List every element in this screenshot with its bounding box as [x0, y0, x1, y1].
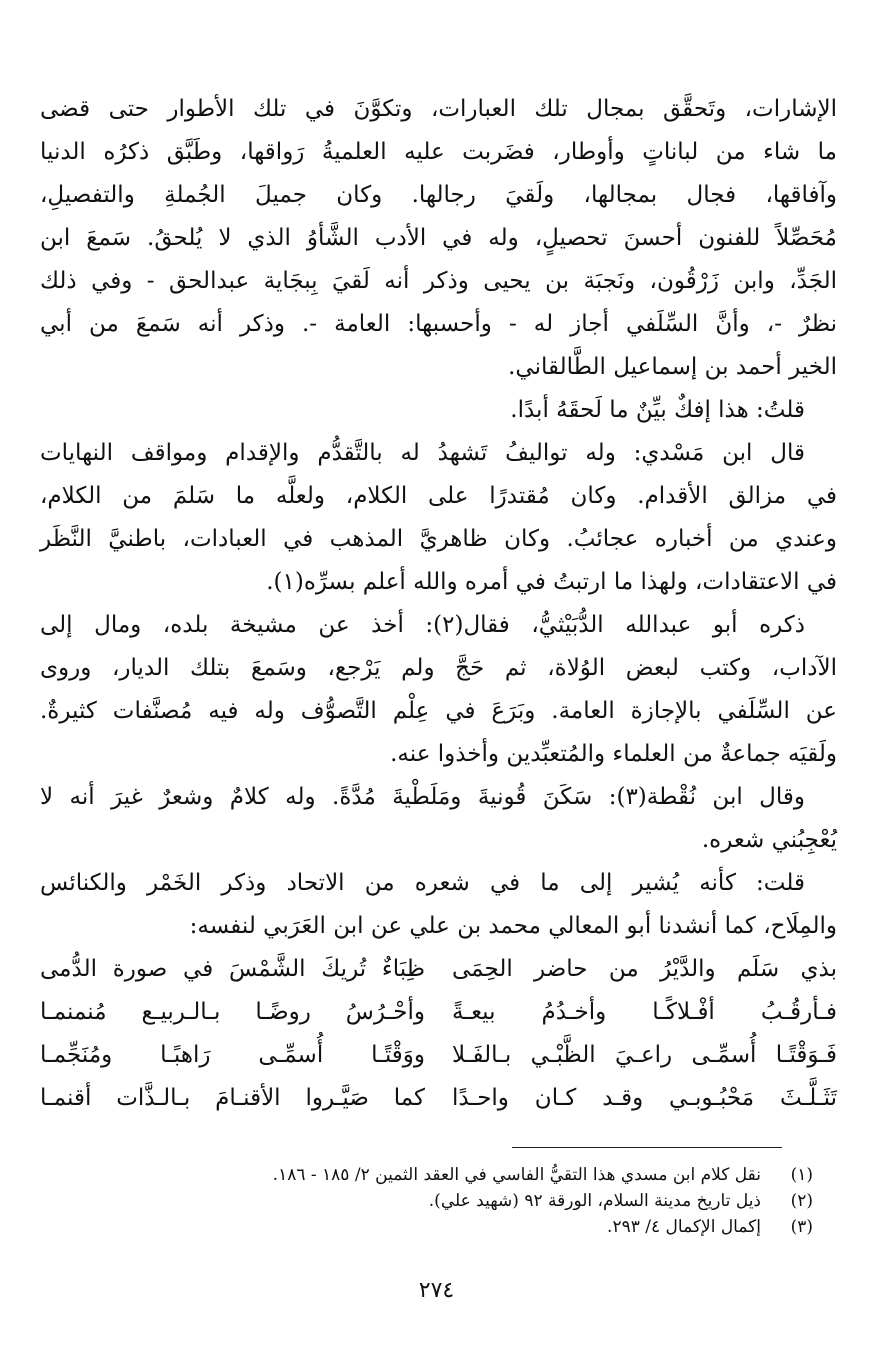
text-line: وعندي من أخباره عجائبُ. وكان ظاهريَّ المذهب في العبادات، باطنيَّ النَّظَر	[40, 526, 837, 552]
footnote-number: (٢)	[790, 1191, 813, 1211]
page-number: ٢٧٤	[418, 1278, 455, 1303]
text-line: ذكره أبو عبدالله الدُّبَيْثيُّ، فقال(٢): أخذ عن مشيخة بلده، ومال إلى	[40, 612, 806, 638]
text-line: في الاعتقادات، ولهذا ما ارتبتُ في أمره والله أعلم بسرِّه(١).	[266, 569, 837, 595]
footnote	[53, 1162, 813, 1188]
text-line: قلتُ: هذا إفكٌ بيِّنٌ ما لَحقَهُ أبدًا.	[510, 397, 805, 423]
text-line: نظرٌ -، وأنَّ السِّلَفي أجاز له - وأحسبها: العامة -. وذكر أنه سَمعَ من أبي	[40, 311, 837, 337]
text-line: ما شاء من لباناتٍ وأوطار، فضَربت عليه العلميةُ رَواقها، وطَبَّق ذكرُه الدنيا	[40, 139, 837, 165]
footnotes	[53, 1162, 813, 1240]
text-line: قلت: كأنه يُشير إلى ما في شعره من الاتحاد وذكر الخَمْر والكنائس	[40, 870, 805, 896]
verse-second-hemistich: ووَقْتًـا أُسمِّـى رَاهبًـا ومُنَجِّمـا	[40, 1042, 425, 1068]
text-line: قال ابن مَسْدي: وله تواليفُ تَشهدُ له بالتَّقدُّم والإقدام ومواقف النهايات	[40, 440, 805, 466]
footnote-text: إكمال الإكمال ٤/ ٢٩٣.	[607, 1217, 761, 1237]
text-line: ولَقيَه جماعةٌ من العلماء والمُتعبِّدين وأخذوا عنه.	[390, 741, 837, 767]
text-line: الآداب، وكتب لبعض الوُلاة، ثم حَجَّ ولم يَرْجع، وسَمعَ بتلك الديار، وروى	[40, 655, 838, 681]
verse-first-hemistich: فـأرقُـبُ أفْـلاكًـا وأخـدُمُ بيعـةً	[452, 999, 837, 1025]
verse-first-hemistich: بذي سَلَم والدَّيْرُ من حاضر الحِمَى	[452, 956, 837, 982]
poem-verse	[40, 991, 837, 1034]
text-line: مُحَصِّلاً للفنون أحسنَ تحصيلٍ، وله في الأدب الشَّأوُ الذي لا يُلحقُ. سَمعَ ابن	[40, 225, 837, 251]
poem-verse	[40, 1077, 837, 1120]
verse-first-hemistich: تَثَـلَّـثَ مَحْبُـوبـي وقـد كـان واحـدًا	[452, 1085, 837, 1111]
poem-verse	[40, 948, 837, 991]
poem-verse	[40, 1034, 837, 1077]
main-text	[40, 88, 837, 1120]
text-line: الخير أحمد بن إسماعيل الطَّالقاني.	[508, 354, 837, 380]
footnote-text: نقل كلام ابن مسدي هذا التقيُّ الفاسي في العقد الثمين ٢/ ١٨٥ - ١٨٦.	[272, 1165, 761, 1185]
text-line: عن السِّلَفي بالإجازة العامة. وبَرَعَ في عِلْم التَّصوُّف وله فيه مُصنَّفات كثيرةٌ.	[40, 698, 837, 724]
text-line: وقال ابن نُقْطة(٣): سَكَنَ قُونيةَ ومَلَطْيةَ مُدَّةً. وله كلامٌ وشعرٌ غيرَ أنه لا	[40, 784, 805, 810]
text-line: وآفاقها، فجال بمجالها، ولَقيَ رجالها. وكان جميلَ الجُملةِ والتفصيلِ،	[40, 182, 837, 208]
footnote-number: (٣)	[790, 1217, 813, 1237]
footnote-separator	[512, 1147, 782, 1148]
text-line: يُعْجِبُني شعره.	[701, 827, 837, 853]
text-line: الجَدِّ، وابن زَرْقُون، ونَجبَة بن يحيى وذكر أنه لَقيَ بِبجَاية عبدالحق - وفي ذلك	[40, 268, 837, 294]
verse-first-hemistich: فَـوَقْتًـا أُسمِّـى راعـيَ الظَّبْـي بـالفَـلا	[452, 1042, 837, 1068]
text-line: والمِلَاح، كما أنشدنا أبو المعالي محمد بن علي عن ابن العَرَبي لنفسه:	[189, 913, 837, 939]
footnote	[53, 1214, 813, 1240]
text-line: الإشارات، وتَحقَّق بمجال تلك العبارات، وتكوَّنَ في تلك الأطوار حتى قضى	[40, 96, 837, 122]
verse-second-hemistich: وأحْـرُسُ روضًـا بـالـربيـع مُنمنمـا	[40, 999, 425, 1025]
footnote	[53, 1188, 813, 1214]
verse-second-hemistich: ظِبَاءٌ تُريكَ الشَّمْسَ في صورة الدُّمى	[40, 956, 425, 982]
verse-second-hemistich: كما صَيَّـروا الأقنـامَ بـالـذَّات أقنمـا	[40, 1085, 425, 1111]
text-line: في مزالق الأقدام. وكان مُقتدرًا على الكلام، ولعلَّه ما سَلمَ من الكلام،	[40, 483, 837, 509]
footnote-number: (١)	[790, 1165, 813, 1185]
footnote-text: ذيل تاريخ مدينة السلام، الورقة ٩٢ (شهيد علي).	[428, 1191, 761, 1211]
